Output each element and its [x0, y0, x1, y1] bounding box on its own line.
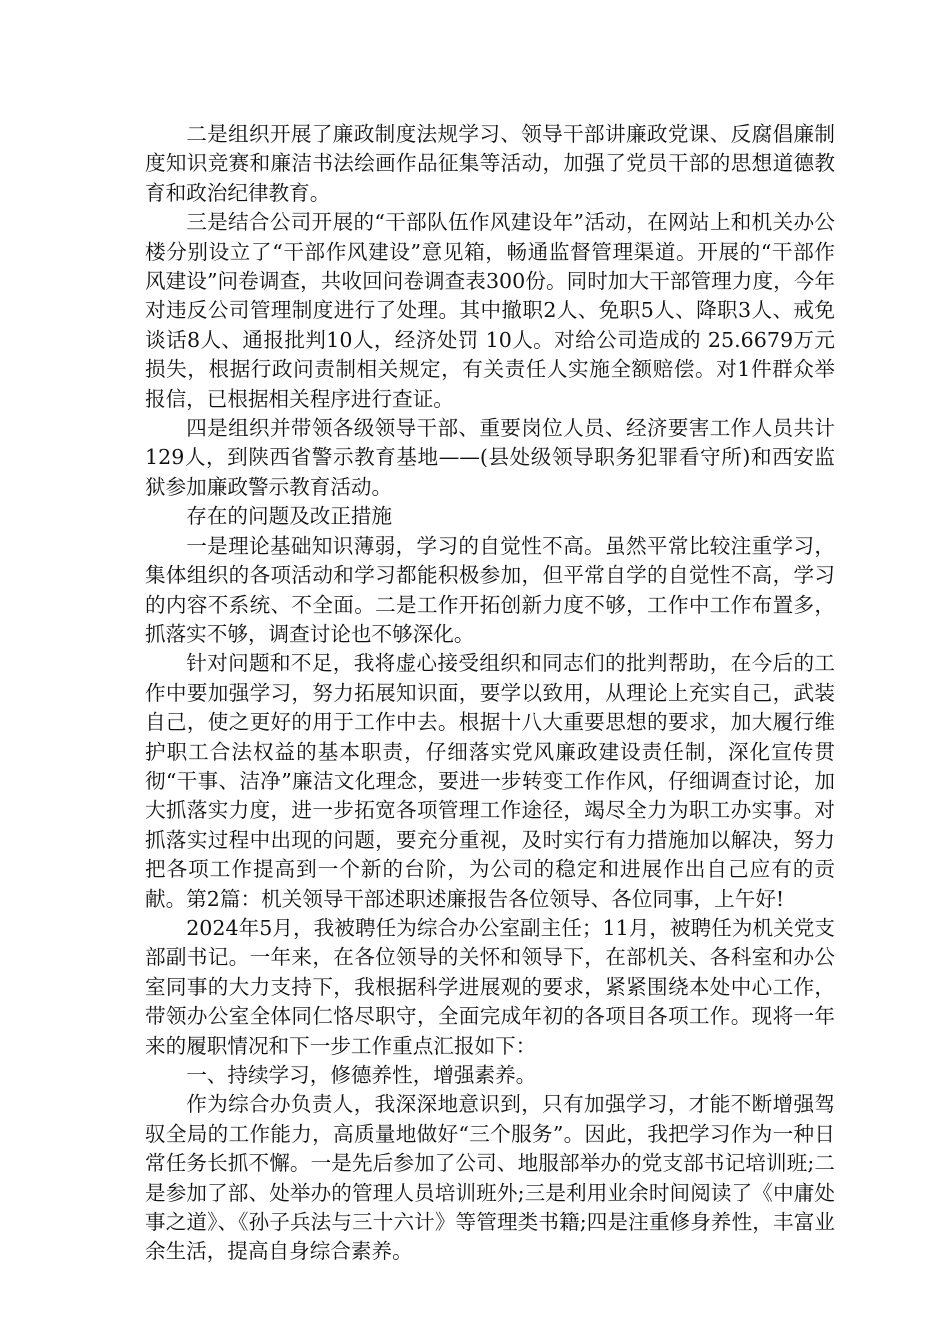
paragraph-appointment: 2024年5月，我被聘任为综合办公室副主任；11月，被聘任为机关党支部副书记。一年来，在各位领导的关怀和领导下，在部机关、各科室和办公室同事的大力支持下，我根据科学进展观的要求，紧紧围绕本处中心工作，带领办公室全体同仁恪尽职守，全面完成年初的各项目各项工作。现将一年来的履职情况和下一步工作重点汇报如下：	[145, 915, 835, 1058]
paragraph-problems: 一是理论基础知识薄弱，学习的自觉性不高。虽然平常比较注重学习，集体组织的各项活动和学习都能积极参加，但平常自学的自觉性不高，学习的内容不系统、不全面。二是工作开拓创新力度不够，工作中工作布置多，抓落实不够，调查讨论也不够深化。	[145, 533, 835, 646]
paragraph-work-style-building: 三是结合公司开展的“干部队伍作风建设年”活动，在网站上和机关办公楼分别设立了“干部作风建设”意见箱，畅通监督管理渠道。开展的“干部作风建设”问卷调查，共收回问卷调查表300份。同时加大干部管理力度，今年对违反公司管理制度进行了处理。其中撤职2人、免职5人、降职3人、戒免谈话8人、通报批判10人，经济处罚 10人。对给公司造成的 25.6679万元损失，根据行政问责制相关规定，有关责任人实施全额赔偿。对1件群众举报信，已根据相关程序进行查证。	[145, 210, 835, 411]
paragraph-party-education: 二是组织开展了廉政制度法规学习、领导干部讲廉政党课、反腐倡廉制度知识竞赛和廉洁书法绘画作品征集等活动，加强了党员干部的思想道德教育和政治纪律教育。	[145, 122, 835, 205]
paragraph-learning: 作为综合办负责人，我深深地意识到，只有加强学习，才能不断增强驾驭全局的工作能力，高质量地做好“三个服务”。因此，我把学习作为一种日常任务长抓不懈。一是先后参加了公司、地服部举办的党支部书记培训班;二是参加了部、处举办的管理人员培训班外;三是利用业余时间阅读了《中庸处事之道》、《孙子兵法与三十六计》等管理类书籍;四是注重修身养性，丰富业余生活，提高自身综合素养。	[145, 1092, 835, 1264]
paragraph-improvement-measures: 针对问题和不足，我将虚心接受组织和同志们的批判帮助，在今后的工作中要加强学习，努力拓展知识面，要学以致用，从理论上充实自己，武装自己，使之更好的用于工作中去。根据十八大重要思想的要求，加大履行维护职工合法权益的基本职责，仔细落实党风廉政建设责任制，深化宣传贯彻“干事、洁净”廉洁文化理念，要进一步转变工作作风，仔细调查讨论，加大抓落实力度，进一步拓宽各项管理工作途径，竭尽全力为职工办实事。对抓落实过程中出现的问题，要充分重视，及时实行有力措施加以解决，努力把各项工作提高到一个新的台阶，为公司的稳定和进展作出自己应有的贡献。第2篇：机关领导干部述职述廉报告各位领导、各位同事，上午好!	[145, 651, 835, 911]
document-body	[145, 120, 835, 1267]
paragraph-warning-education: 四是组织并带领各级领导干部、重要岗位人员、经济要害工作人员共计129人，到陕西省警示教育基地——(县处级领导职务犯罪看守所)和西安监狱参加廉政警示教育活动。	[145, 416, 835, 499]
section-heading-problems: 存在的问题及改正措施	[186, 504, 393, 529]
section-heading-learning: 一、持续学习，修德养性，增强素养。	[186, 1063, 537, 1087]
